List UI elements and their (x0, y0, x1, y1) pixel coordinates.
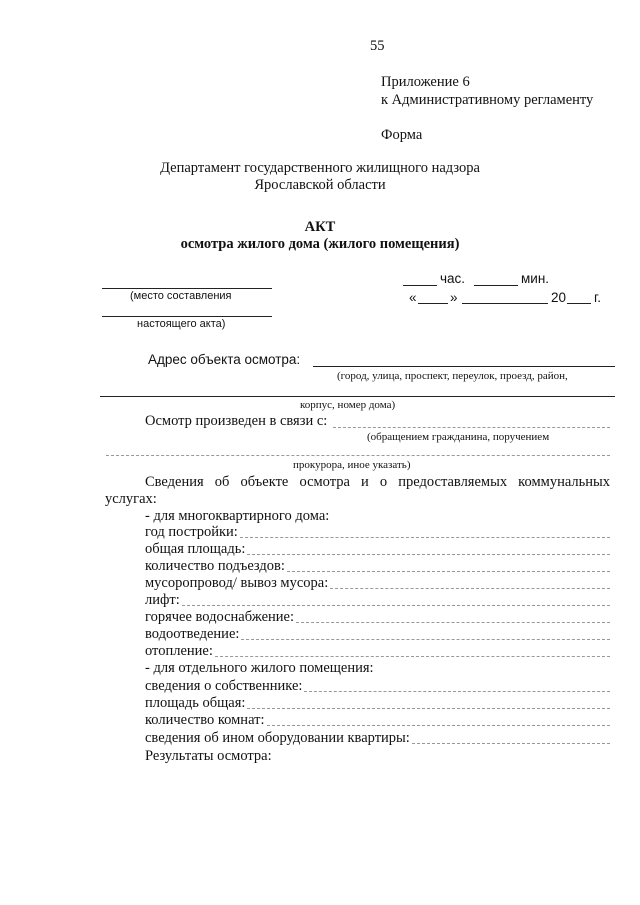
field-rooms[interactable] (145, 712, 610, 729)
info-intro-line-1: Сведения об объекте осмотра и о предоставляемых коммунальных (145, 474, 610, 490)
field-hot-water-line[interactable] (296, 622, 610, 623)
field-entrances-line[interactable] (287, 571, 610, 572)
department-line-1: Департамент государственного жилищного надзора (160, 160, 480, 176)
field-total-area-line[interactable] (247, 554, 610, 555)
act-title: АКТ (304, 219, 336, 235)
act-subtitle: осмотра жилого дома (жилого помещения) (180, 236, 460, 252)
field-hot-water-label: горячее водоснабжение: (145, 609, 295, 625)
address-label: Адрес объекта осмотра: (148, 352, 301, 367)
field-build-year[interactable] (145, 524, 610, 541)
field-entrances[interactable] (145, 558, 610, 575)
apartment-header: - для отдельного жилого помещения: (145, 660, 374, 676)
field-elevator[interactable] (145, 592, 610, 609)
field-apt-area-label: площадь общая: (145, 695, 246, 711)
department-line-2: Ярославской области (254, 177, 386, 193)
field-total-area[interactable] (145, 541, 610, 558)
month-field[interactable] (462, 303, 548, 304)
reason-label: Осмотр произведен в связи с: (145, 413, 328, 429)
field-hot-water[interactable] (145, 609, 610, 626)
field-equipment-line[interactable] (412, 743, 610, 744)
hours-field[interactable] (403, 285, 437, 286)
date-close-quote: » (450, 290, 458, 305)
field-apt-area[interactable] (145, 695, 610, 712)
field-equipment-label: сведения об ином оборудовании квартиры: (145, 730, 410, 746)
field-rooms-line[interactable] (267, 725, 611, 726)
minutes-field[interactable] (474, 285, 518, 286)
field-heating-label: отопление: (145, 643, 213, 659)
address-field-2[interactable] (100, 396, 615, 397)
address-hint-1: (город, улица, проспект, переулок, проезд, район, (337, 370, 568, 382)
field-owner-line[interactable] (304, 691, 610, 692)
field-drainage-line[interactable] (241, 639, 610, 640)
info-intro-line-2: услугах: (105, 491, 157, 507)
reason-hint-1: (обращением гражданина, поручением (367, 431, 550, 443)
place-line-1 (102, 288, 272, 289)
field-total-area-label: общая площадь: (145, 541, 246, 557)
building-header: - для многоквартирного дома: (145, 508, 330, 524)
field-build-year-label: год постройки: (145, 524, 238, 540)
field-elevator-line[interactable] (182, 605, 610, 606)
field-rooms-label: количество комнат: (145, 712, 265, 728)
reason-field-2[interactable] (106, 455, 610, 456)
reason-hint-2: прокурора, иное указать) (293, 459, 411, 471)
field-garbage[interactable] (145, 575, 610, 592)
date-open-quote: « (409, 290, 417, 305)
year-prefix: 20 (551, 290, 567, 305)
appendix-label: Приложение 6 (381, 74, 470, 90)
field-heating[interactable] (145, 643, 610, 660)
address-field[interactable] (313, 366, 615, 367)
field-entrances-label: количество подъездов: (145, 558, 285, 574)
page-number: 55 (370, 38, 385, 54)
field-heating-line[interactable] (215, 656, 610, 657)
hours-label: час. (440, 271, 466, 286)
field-equipment[interactable] (145, 730, 610, 747)
results-label: Результаты осмотра: (145, 748, 272, 764)
field-owner[interactable] (145, 678, 610, 695)
field-drainage[interactable] (145, 626, 610, 643)
field-owner-label: сведения о собственнике: (145, 678, 303, 694)
minutes-label: мин. (521, 271, 550, 286)
field-build-year-line[interactable] (240, 537, 610, 538)
day-field[interactable] (418, 303, 448, 304)
place-hint-1: (место составления (130, 290, 232, 302)
field-drainage-label: водоотведение: (145, 626, 240, 642)
form-label: Форма (381, 127, 423, 143)
field-apt-area-line[interactable] (247, 708, 610, 709)
year-suffix: г. (594, 290, 602, 305)
field-elevator-label: лифт: (145, 592, 180, 608)
place-line-2 (102, 316, 272, 317)
address-hint-2: корпус, номер дома) (300, 399, 396, 411)
year-field[interactable] (567, 303, 591, 304)
place-hint-2: настоящего акта) (137, 318, 226, 330)
regulation-label: к Административному регламенту (381, 92, 594, 108)
field-garbage-line[interactable] (330, 588, 610, 589)
field-garbage-label: мусоропровод/ вывоз мусора: (145, 575, 329, 591)
reason-field[interactable] (333, 427, 610, 428)
